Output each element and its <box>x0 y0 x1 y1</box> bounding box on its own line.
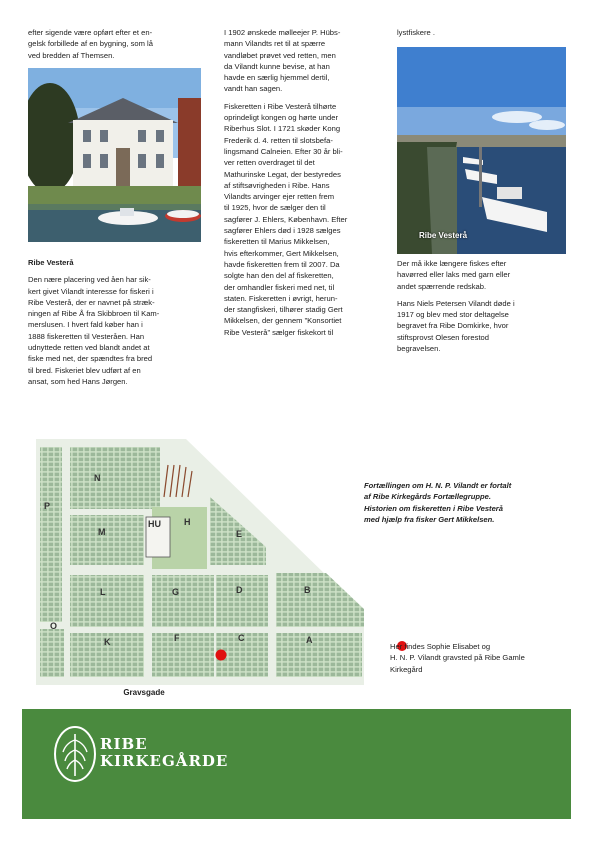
svg-text:B: B <box>304 585 311 595</box>
map-caption: Gravsgade <box>123 688 165 697</box>
grave-marker <box>216 650 227 661</box>
story-note: Fortællingen om H. N. P. Vilandt er fortalt af Ribe Kirkegårds Fortællegruppe. Historien om fiskeretten i Ribe Vesterå med hjælp fra fisker Gert Mikkelsen. <box>364 481 512 524</box>
svg-text:HU: HU <box>148 519 161 529</box>
svg-text:A: A <box>306 635 313 645</box>
photo-white-house <box>28 68 201 242</box>
logo-text: RIBE KIRKEGÅRDE <box>100 735 229 770</box>
column2-para2: Fiskeretten i Ribe Vesterå tilhørte oprindeligt kongen og hørte under Riberhus Slot. I 1721 skøder Kong Frederik d. 4. retten til slotsbefa- lingsmand Calneien. Efter 30 år bli- ver retten overdraget til det Mathurinske Legat, der bestyredes af stiftsøvrigheden i Ribe. Hans Vilandts arvinger ejer retten frem til 1925, hvor de sælger den til sagfører J. Ehlers, København. Efter sagfører Ehlers død i 1928 sælges fiskeretten til Marius Mikkelsen, hvis efterkommer, Gert Mikkelsen, havde fiskeretten frem til 2007. Da solgte han den del af fiskeretten, der omhandler fiskeri med net, til staten. Fiskeretten i øvrigt, herun- der stangfiskeri, tilhører stadig Gert Mikkelsen, der gennem ”Konsortiet Ribe Vesterå” sælger fiskekort til <box>224 101 348 337</box>
column-1 <box>28 27 206 67</box>
photo-caption: Ribe Vesterå <box>419 231 468 240</box>
svg-text:P: P <box>44 501 51 511</box>
svg-text:L: L <box>100 587 106 597</box>
column-3-lower <box>397 258 567 360</box>
column1-intro: efter sigende være opført efter et en- gelsk forbillede af en bygning, som lå ved bredden af Themsen. <box>28 28 153 60</box>
column2-para1: I 1902 ønskede mølleejer P. Hübs- mann Vilandts ret til at spærre vandløbet prøvet ved retten, men da Vilandt kunne bevise, at han havde en særlig hjemmel dertil, vandt han sagen. <box>224 28 341 94</box>
column-3 <box>397 27 567 44</box>
column-2 <box>224 27 394 344</box>
svg-text:O: O <box>50 621 58 631</box>
svg-text:F: F <box>174 633 180 643</box>
grave-note: Her findes Sophie Elisabet og H. N. P. Vilandt gravsted på Ribe Gamle Kirkegård <box>390 642 525 674</box>
footer-banner <box>22 709 571 819</box>
cemetery-map <box>36 437 366 687</box>
svg-text:G: G <box>172 587 180 597</box>
svg-text:N: N <box>94 473 101 483</box>
svg-text:H: H <box>184 517 191 527</box>
svg-text:C: C <box>238 633 245 643</box>
svg-text:D: D <box>236 585 243 595</box>
photo-ribe-vestera <box>397 47 566 254</box>
column-1-lower <box>28 257 206 393</box>
svg-text:M: M <box>98 527 106 537</box>
ribe-kirkegaarde-logo-icon <box>52 724 98 788</box>
svg-text:E: E <box>236 529 243 539</box>
column3-para2: Hans Niels Petersen Vilandt døde i 1917 og blev med stor deltagelse begravet fra Ribe Domkirke, hvor stiftsprovst Olesen forestod begravelsen. <box>397 298 515 354</box>
svg-text:K: K <box>104 637 111 647</box>
column1-body: Den nære placering ved åen har sik- kert givet Vilandt interesse for fiskeri i Ribe Vesterå, der er navnet på stræk- ningen af Ribe Å fra Skibbroen til Kam- merslusen. I hvert fald køber han i 1888 fiskeretten til Vesteråen. Han udnyttede retten ved blandt andet at fiske med net, der spændtes fra bred til bred. Fiskeriet blev udført af en ansat, som hed Hans Jørgen. <box>28 275 160 386</box>
column3-top: lystfiskere . <box>397 28 435 37</box>
section-heading: Ribe Vesterå <box>28 258 74 267</box>
column3-para1: Der må ikke længere fiskes efter havørred eller laks med garn eller andet spærrende redskab. <box>397 259 511 291</box>
